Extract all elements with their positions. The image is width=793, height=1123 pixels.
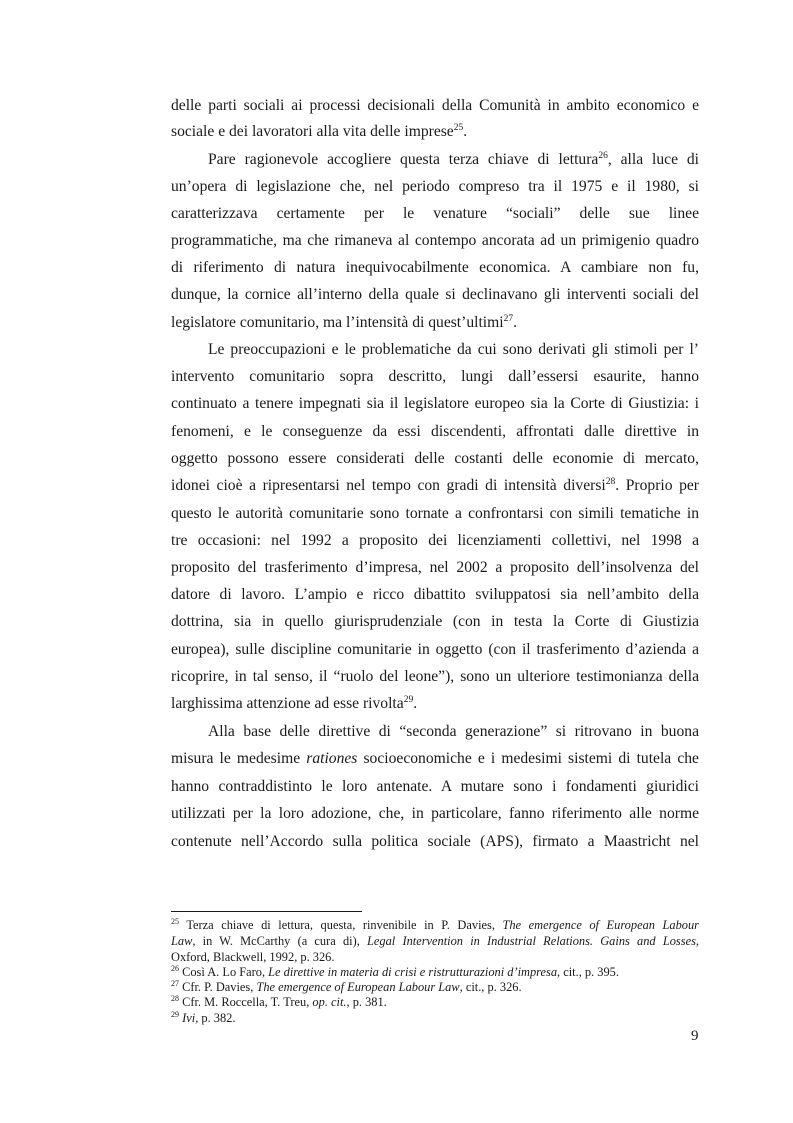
footnote-ref: 27	[171, 979, 179, 988]
text-line: questo le autorità comunitarie sono tornate a confrontarsi con simili tematiche in	[171, 505, 699, 522]
text-line: hanno contraddistinto le loro antenate. A mutare sono i fondamenti giuridici	[171, 778, 699, 795]
text-line: ricoprire, in tal senso, il “ruolo del leone”), sono un ulteriore testimonianza della	[171, 668, 699, 685]
text-line: dunque, la cornice all’interno della quale si declinavano gli interventi sociali del	[171, 286, 699, 303]
italic-text: op. cit.	[312, 995, 347, 1009]
footnote-ref: 26	[598, 151, 608, 161]
footnote-line: Law, in W. McCarthy (a cura di), Legal Intervention in Industrial Relations. Gains and Losses,	[171, 934, 699, 948]
text-line: utilizzati per la loro adozione, che, in particolare, fanno riferimento alle norme	[171, 805, 699, 822]
text-line: di riferimento di natura inequivocabilmente economica. A cambiare non fu,	[171, 259, 699, 276]
footnote-line: $^{28}$ Cfr. M. Roccella, T. Treu, op. cit., p. 381.	[171, 994, 387, 1009]
italic-text: Le direttive in materia di crisi e ristrutturazioni d’impresa	[268, 965, 558, 979]
text-line: sociale e dei lavoratori alla vita delle imprese$^{25}$.	[171, 123, 468, 140]
text-line: tre occasioni: nel 1992 a proposito dei licenziamenti collettivi, nel 1998 a	[171, 532, 699, 549]
footnote-line: Oxford, Blackwell, 1992, p. 326.	[171, 950, 335, 964]
text-line: un’opera di legislazione che, nel periodo compreso tra il 1975 e il 1980, si	[171, 178, 699, 195]
text-line: idonei cioè a ripresentarsi nel tempo con gradi di intensità diversi$^{28}$. Proprio per	[171, 477, 700, 494]
italic-text: The emergence of European Labour	[502, 918, 699, 932]
footnote-ref: 25	[453, 123, 464, 133]
text-line: dottrina, sia in quello giurisprudenziale (con in testa la Corte di Giustizia	[171, 613, 699, 630]
footnote-line: $^{25}$ Terza chiave di lettura, questa, rinvenibile in P. Davies, The emergence of European Labour	[171, 917, 699, 932]
italic-text: The emergence of European Labour Law	[256, 980, 460, 994]
text-line: Le preoccupazioni e le problematiche da cui sono derivati gli stimoli per l’	[208, 341, 699, 358]
page-number: 9	[691, 1028, 699, 1044]
text-line: continuato a tenere impegnati sia il legislatore europeo sia la Corte di Giustizia: i	[171, 395, 699, 412]
text-line: programmatiche, ma che rimaneva al contempo ancorata ad un primigenio quadro	[171, 232, 699, 249]
footnote-ref: 28	[605, 477, 616, 487]
text-line: delle parti sociali ai processi decisionali della Comunità in ambito economico e	[171, 97, 699, 114]
text-line: caratterizzava certamente per le venature “sociali” delle sue linee	[171, 205, 699, 222]
footnote-separator	[171, 911, 362, 912]
text-line: misura le medesime rationes socioeconomiche e i medesimi sistemi di tutela che	[171, 750, 699, 767]
footnote-line: $^{26}$ Così A. Lo Faro, Le direttive in materia di crisi e ristrutturazioni d’impresa, cit., p. 395.	[171, 964, 619, 979]
footnote-ref: 29	[403, 695, 414, 705]
text-line: Pare ragionevole accogliere questa terza chiave di lettura$^{26}$, alla luce di	[208, 151, 700, 168]
text-line: intervento comunitario sopra descritto, lungi dall’essersi esaurite, hanno	[171, 368, 699, 385]
text-line: legislatore comunitario, ma l’intensità di quest’ultimi$^{27}$.	[171, 314, 517, 331]
italic-text: Ivi	[182, 1011, 196, 1025]
text-line: datore di lavoro. L’ampio e ricco dibattito sviluppatosi sia nell’ambito della	[171, 586, 699, 603]
footnote-line: $^{27}$ Cfr. P. Davies, The emergence of European Labour Law, cit., p. 326.	[171, 979, 522, 994]
footnote-line: $^{29}$ Ivi, p. 382.	[171, 1010, 236, 1025]
text-line: fenomeni, e le conseguenze da essi discendenti, affrontati dalle direttive in	[171, 423, 699, 440]
italic-text: rationes	[306, 750, 358, 767]
text-line: proposito del trasferimento d’impresa, nel 2002 a proposito dell’insolvenza del	[171, 559, 699, 576]
footnote-ref: 28	[171, 994, 179, 1003]
text-line: Alla base delle direttive di “seconda generazione” si ritrovano in buona	[208, 723, 699, 740]
footnote-ref: 27	[503, 314, 514, 324]
text-line: oggetto possono essere considerati delle costanti delle economie di mercato,	[171, 450, 699, 467]
text-line: larghissima attenzione ad esse rivolta$^{29}$.	[171, 695, 418, 712]
text-line: europea), sulle discipline comunitarie in oggetto (con il trasferimento d’azienda a	[171, 641, 699, 658]
footnote-ref: 29	[171, 1010, 179, 1019]
text-line: contenute nell’Accordo sulla politica sociale (APS), firmato a Maastricht nel	[171, 833, 699, 850]
footnote-ref: 26	[171, 964, 179, 973]
italic-text: Legal Intervention in Industrial Relations. Gains and Losses	[367, 934, 696, 948]
italic-text: Law	[171, 934, 193, 948]
footnote-ref: 25	[171, 917, 179, 926]
